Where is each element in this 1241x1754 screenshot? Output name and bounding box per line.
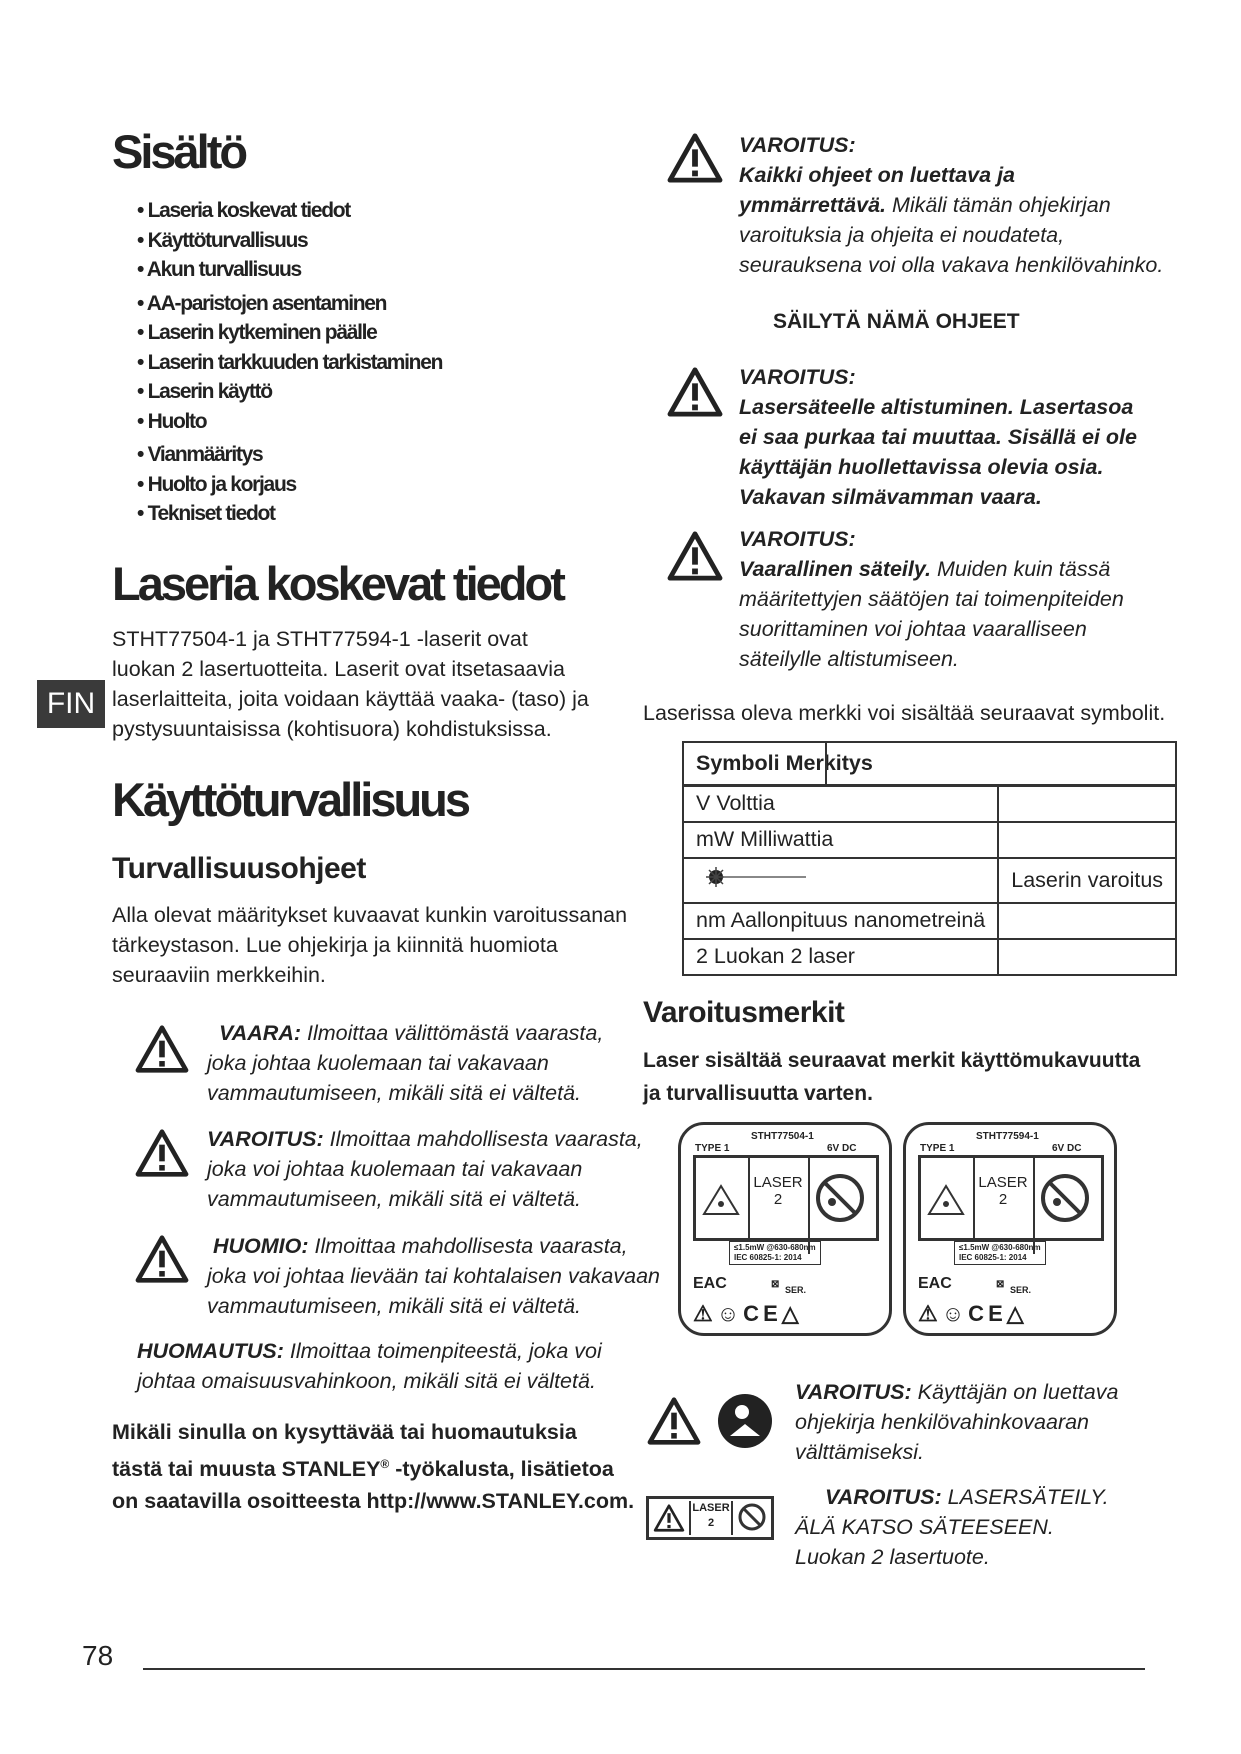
- text-line: tästä tai muusta STANLEY: [112, 1457, 381, 1482]
- footer-divider: [143, 1668, 1145, 1670]
- text-line: Lasersäteelle altistuminen. Lasertasoa: [739, 395, 1134, 419]
- toc-item[interactable]: • Huolto ja korjaus: [137, 472, 296, 496]
- toc-title: Sisältö: [112, 125, 246, 178]
- label-spec: IEC 60825-1: 2014: [959, 1253, 1027, 1262]
- label-type: TYPE 1: [920, 1143, 955, 1154]
- text-line: ei saa purkaa tai muuttaa. Sisällä ei ole: [739, 425, 1137, 449]
- laser-hazard-icon: [921, 1158, 971, 1238]
- note-key: VAROITUS:: [825, 1485, 942, 1509]
- toc-item[interactable]: • Laserin tarkkuuden tarkistaminen: [137, 350, 443, 374]
- text-line: suorittaminen voi johtaa vaaralliseen: [739, 617, 1087, 641]
- text-line: vammautumiseen, mikäli sitä ei vältetä.: [207, 1081, 582, 1105]
- table-row: [683, 785, 1176, 822]
- toc-item[interactable]: • Laseria koskevat tiedot: [137, 199, 350, 222]
- marks-title: Varoitusmerkit: [643, 996, 845, 1029]
- warning-title: VAROITUS:: [739, 365, 856, 389]
- text-line: seurauksena voi olla vakava henkilövahinko.: [739, 253, 1164, 277]
- warning-title: VAROITUS:: [739, 133, 856, 157]
- text-line: Kaikki ohjeet on luettava ja: [739, 163, 1016, 187]
- label-class: 2: [773, 1191, 783, 1208]
- text-line: joka johtaa kuolemaan tai vakavaan: [207, 1051, 549, 1075]
- contact-info: [112, 1416, 634, 1517]
- laser-class-mini-label: [646, 1496, 774, 1540]
- text-line: Ilmoittaa mahdollisesta vaarasta,: [308, 1234, 628, 1258]
- label-laser: LASER: [978, 1174, 1028, 1191]
- page-number: 78: [82, 1640, 114, 1671]
- table-row: [683, 939, 1176, 975]
- section-title-safety: Käyttöturvallisuus: [112, 773, 469, 826]
- text-line: varoituksia ja ohjeita ei noudateta,: [739, 223, 1065, 247]
- text-line: Ilmoittaa mahdollisesta vaarasta,: [323, 1127, 643, 1151]
- text-line: LASERSÄTEILY.: [941, 1485, 1109, 1509]
- text-line: Vaarallinen säteily.: [739, 557, 932, 581]
- text-line: pystysuuntaisissa (kohtisuora) kohdistuksissa.: [112, 717, 552, 741]
- text-line: Mikäli tämän ohjekirjan: [886, 193, 1111, 217]
- text-line: Luokan 2 lasertuote.: [795, 1545, 990, 1569]
- weee-icon: ⊠: [996, 1279, 1005, 1290]
- section-title-laser-info: Laseria koskevat tiedot: [112, 557, 563, 610]
- warning-triangle-icon: [646, 1396, 702, 1446]
- toc-item[interactable]: • Käyttöturvallisuus: [137, 228, 308, 252]
- product-label: [678, 1122, 892, 1336]
- text-line: säteilylle altistumiseen.: [739, 647, 959, 671]
- table-cell: Laserin varoitus: [998, 858, 1176, 903]
- text-line: tärkeystason. Lue ohjekirja ja kiinnitä huomiota: [112, 933, 558, 957]
- laser-hazard-icon: [653, 1503, 685, 1533]
- warning-triangle-icon: [666, 132, 724, 184]
- mini-laser: LASER: [692, 1502, 730, 1514]
- level-key: VAARA:: [219, 1021, 302, 1045]
- text-line: määritettyjen säätöjen tai toimenpiteiden: [739, 587, 1124, 611]
- note-laser-radiation: [795, 1482, 1109, 1572]
- toc-item[interactable]: • Vianmääritys: [137, 443, 263, 466]
- text-line: vammautumiseen, mikäli sitä ei vältetä.: [207, 1187, 582, 1211]
- text-line: vammautumiseen, mikäli sitä ei vältetä.: [207, 1294, 582, 1318]
- warning-laser-exposure: [739, 362, 1137, 512]
- table-header: [683, 742, 1176, 785]
- table-row: [683, 903, 1176, 939]
- label-spec: ≤1.5mW @630-680nm: [959, 1243, 1041, 1252]
- table-cell: V Volttia: [683, 785, 998, 822]
- level-danger: [207, 1018, 603, 1108]
- text-line: Laser sisältää seuraavat merkit käyttömukavuutta: [643, 1049, 1141, 1072]
- table-row: [683, 858, 1176, 903]
- label-class: 2: [998, 1191, 1008, 1208]
- symbols-table: [682, 741, 1177, 976]
- level-caution: [207, 1231, 660, 1321]
- warning-title: VAROITUS:: [739, 527, 856, 551]
- text-line: joka voi johtaa lievään tai kohtalaisen vakavaan: [207, 1264, 660, 1288]
- laser-hazard-icon: [696, 1158, 746, 1238]
- toc-item[interactable]: • Laserin kytkeminen päälle: [137, 321, 377, 344]
- text-line: Käyttäjän on luettava: [911, 1380, 1119, 1404]
- toc-item[interactable]: • Huolto: [137, 409, 207, 433]
- label-serial: SER.: [1010, 1285, 1032, 1295]
- toc-item[interactable]: • Akun turvallisuus: [137, 258, 301, 281]
- level-key: HUOMAUTUS:: [137, 1339, 284, 1363]
- text-line: ohjekirja henkilövahinkovaaran: [795, 1410, 1090, 1434]
- text-line: luokan 2 lasertuotteita. Laserit ovat itsetasaavia: [112, 657, 565, 681]
- warning-triangle-icon: [134, 1128, 190, 1178]
- text-line: johtaa omaisuusvahinkoon, mikäli sitä ei vältetä.: [137, 1369, 596, 1393]
- text-line: välttämiseksi.: [795, 1440, 925, 1464]
- warning-triangle-icon: [666, 366, 724, 418]
- table-header-row: [683, 742, 1176, 785]
- level-key: HUOMIO:: [213, 1234, 309, 1258]
- marks-intro: [643, 1044, 1140, 1110]
- warning-triangle-icon: [134, 1234, 190, 1284]
- text-line: ymmärrettävä.: [739, 193, 887, 217]
- text-line: ja turvallisuutta varten.: [643, 1082, 873, 1105]
- header-text: Symboli Merkitys: [696, 750, 873, 775]
- warning-triangle-icon: [134, 1024, 190, 1074]
- no-stare-icon: [1039, 1172, 1091, 1224]
- level-warning: [207, 1124, 643, 1214]
- no-stare-icon: [814, 1172, 866, 1224]
- certification-icons: ⚠☺CE△: [693, 1301, 803, 1326]
- warning-read-instructions: [739, 130, 1163, 280]
- label-spec: ≤1.5mW @630-680nm: [734, 1243, 816, 1252]
- text-line: Ilmoittaa välittömästä vaarasta,: [301, 1021, 604, 1045]
- label-power: 6V DC: [1052, 1143, 1082, 1154]
- certification-icons: ⚠☺CE△: [918, 1301, 1028, 1326]
- table-cell: 2 Luokan 2 laser: [683, 939, 998, 975]
- laser-beam-icon: [683, 858, 998, 903]
- text-line: joka voi johtaa kuolemaan tai vakavaan: [207, 1157, 583, 1181]
- text-line: laserlaitteita, joita voidaan käyttää vaaka- (taso) ja: [112, 687, 589, 711]
- text-line: Muiden kuin tässä: [931, 557, 1111, 581]
- text-line: Ilmoittaa toimenpiteestä, joka voi: [283, 1339, 602, 1363]
- language-tab: FIN: [37, 680, 105, 728]
- keep-instructions: SÄILYTÄ NÄMÄ OHJEET: [773, 310, 1020, 333]
- label-laser: LASER: [753, 1174, 803, 1191]
- label-serial: SER.: [785, 1285, 807, 1295]
- no-stare-icon: [737, 1502, 767, 1532]
- mini-class: 2: [707, 1517, 715, 1529]
- toc-list: [137, 196, 442, 529]
- label-power: 6V DC: [827, 1143, 857, 1154]
- text-line: STHT77504-1 ja STHT77594-1 -laserit ovat: [112, 627, 528, 651]
- toc-item[interactable]: • Tekniset tiedot: [137, 502, 275, 525]
- text-line: seuraaviin merkkeihin.: [112, 963, 326, 987]
- label-spec: IEC 60825-1: 2014: [734, 1253, 802, 1262]
- table-cell: mW Milliwattia: [683, 822, 998, 858]
- text-line: Alla olevat määritykset kuvaavat kunkin varoitussanan: [112, 903, 628, 927]
- safety-intro: [112, 900, 627, 990]
- label-model: STHT77504-1: [751, 1131, 814, 1142]
- label-type: TYPE 1: [695, 1143, 730, 1154]
- warning-hazardous-radiation: [739, 524, 1124, 674]
- text-line: Vakavan silmävamman vaara.: [739, 485, 1042, 509]
- note-key: VAROITUS:: [795, 1380, 912, 1404]
- weee-icon: ⊠: [771, 1279, 780, 1290]
- text-line: käyttäjän huollettavissa olevia osia.: [739, 455, 1104, 479]
- warning-triangle-icon: [666, 530, 724, 582]
- toc-item[interactable]: • Laserin käyttö: [137, 380, 272, 403]
- note-read-manual: [795, 1377, 1118, 1467]
- label-model: STHT77594-1: [976, 1131, 1039, 1142]
- subsection-title: Turvallisuusohjeet: [112, 852, 366, 885]
- table-cell: nm Aallonpituus nanometreinä: [683, 903, 998, 939]
- text-line: ÄLÄ KATSO SÄTEESEEN.: [795, 1515, 1054, 1539]
- text-line: -työkalusta, lisätietoa: [389, 1457, 614, 1482]
- eac-mark-icon: EAC: [693, 1275, 727, 1292]
- level-key: VAROITUS:: [207, 1127, 324, 1151]
- toc-item[interactable]: • AA-paristojen asentaminen: [137, 291, 387, 315]
- laser-info-text: [112, 624, 589, 744]
- registered-mark: ®: [380, 1457, 390, 1471]
- table-row: [683, 822, 1176, 858]
- read-manual-icon: [716, 1392, 774, 1450]
- symbols-intro: Laserissa oleva merkki voi sisältää seuraavat symbolit.: [643, 701, 1166, 725]
- text-line: Mikäli sinulla on kysyttävää tai huomautuksia: [112, 1420, 577, 1444]
- eac-mark-icon: EAC: [918, 1275, 952, 1292]
- contact-url[interactable]: on saatavilla osoitteesta http://www.STANLEY.com.: [112, 1489, 635, 1514]
- level-notice: [137, 1336, 602, 1396]
- product-label: [903, 1122, 1117, 1336]
